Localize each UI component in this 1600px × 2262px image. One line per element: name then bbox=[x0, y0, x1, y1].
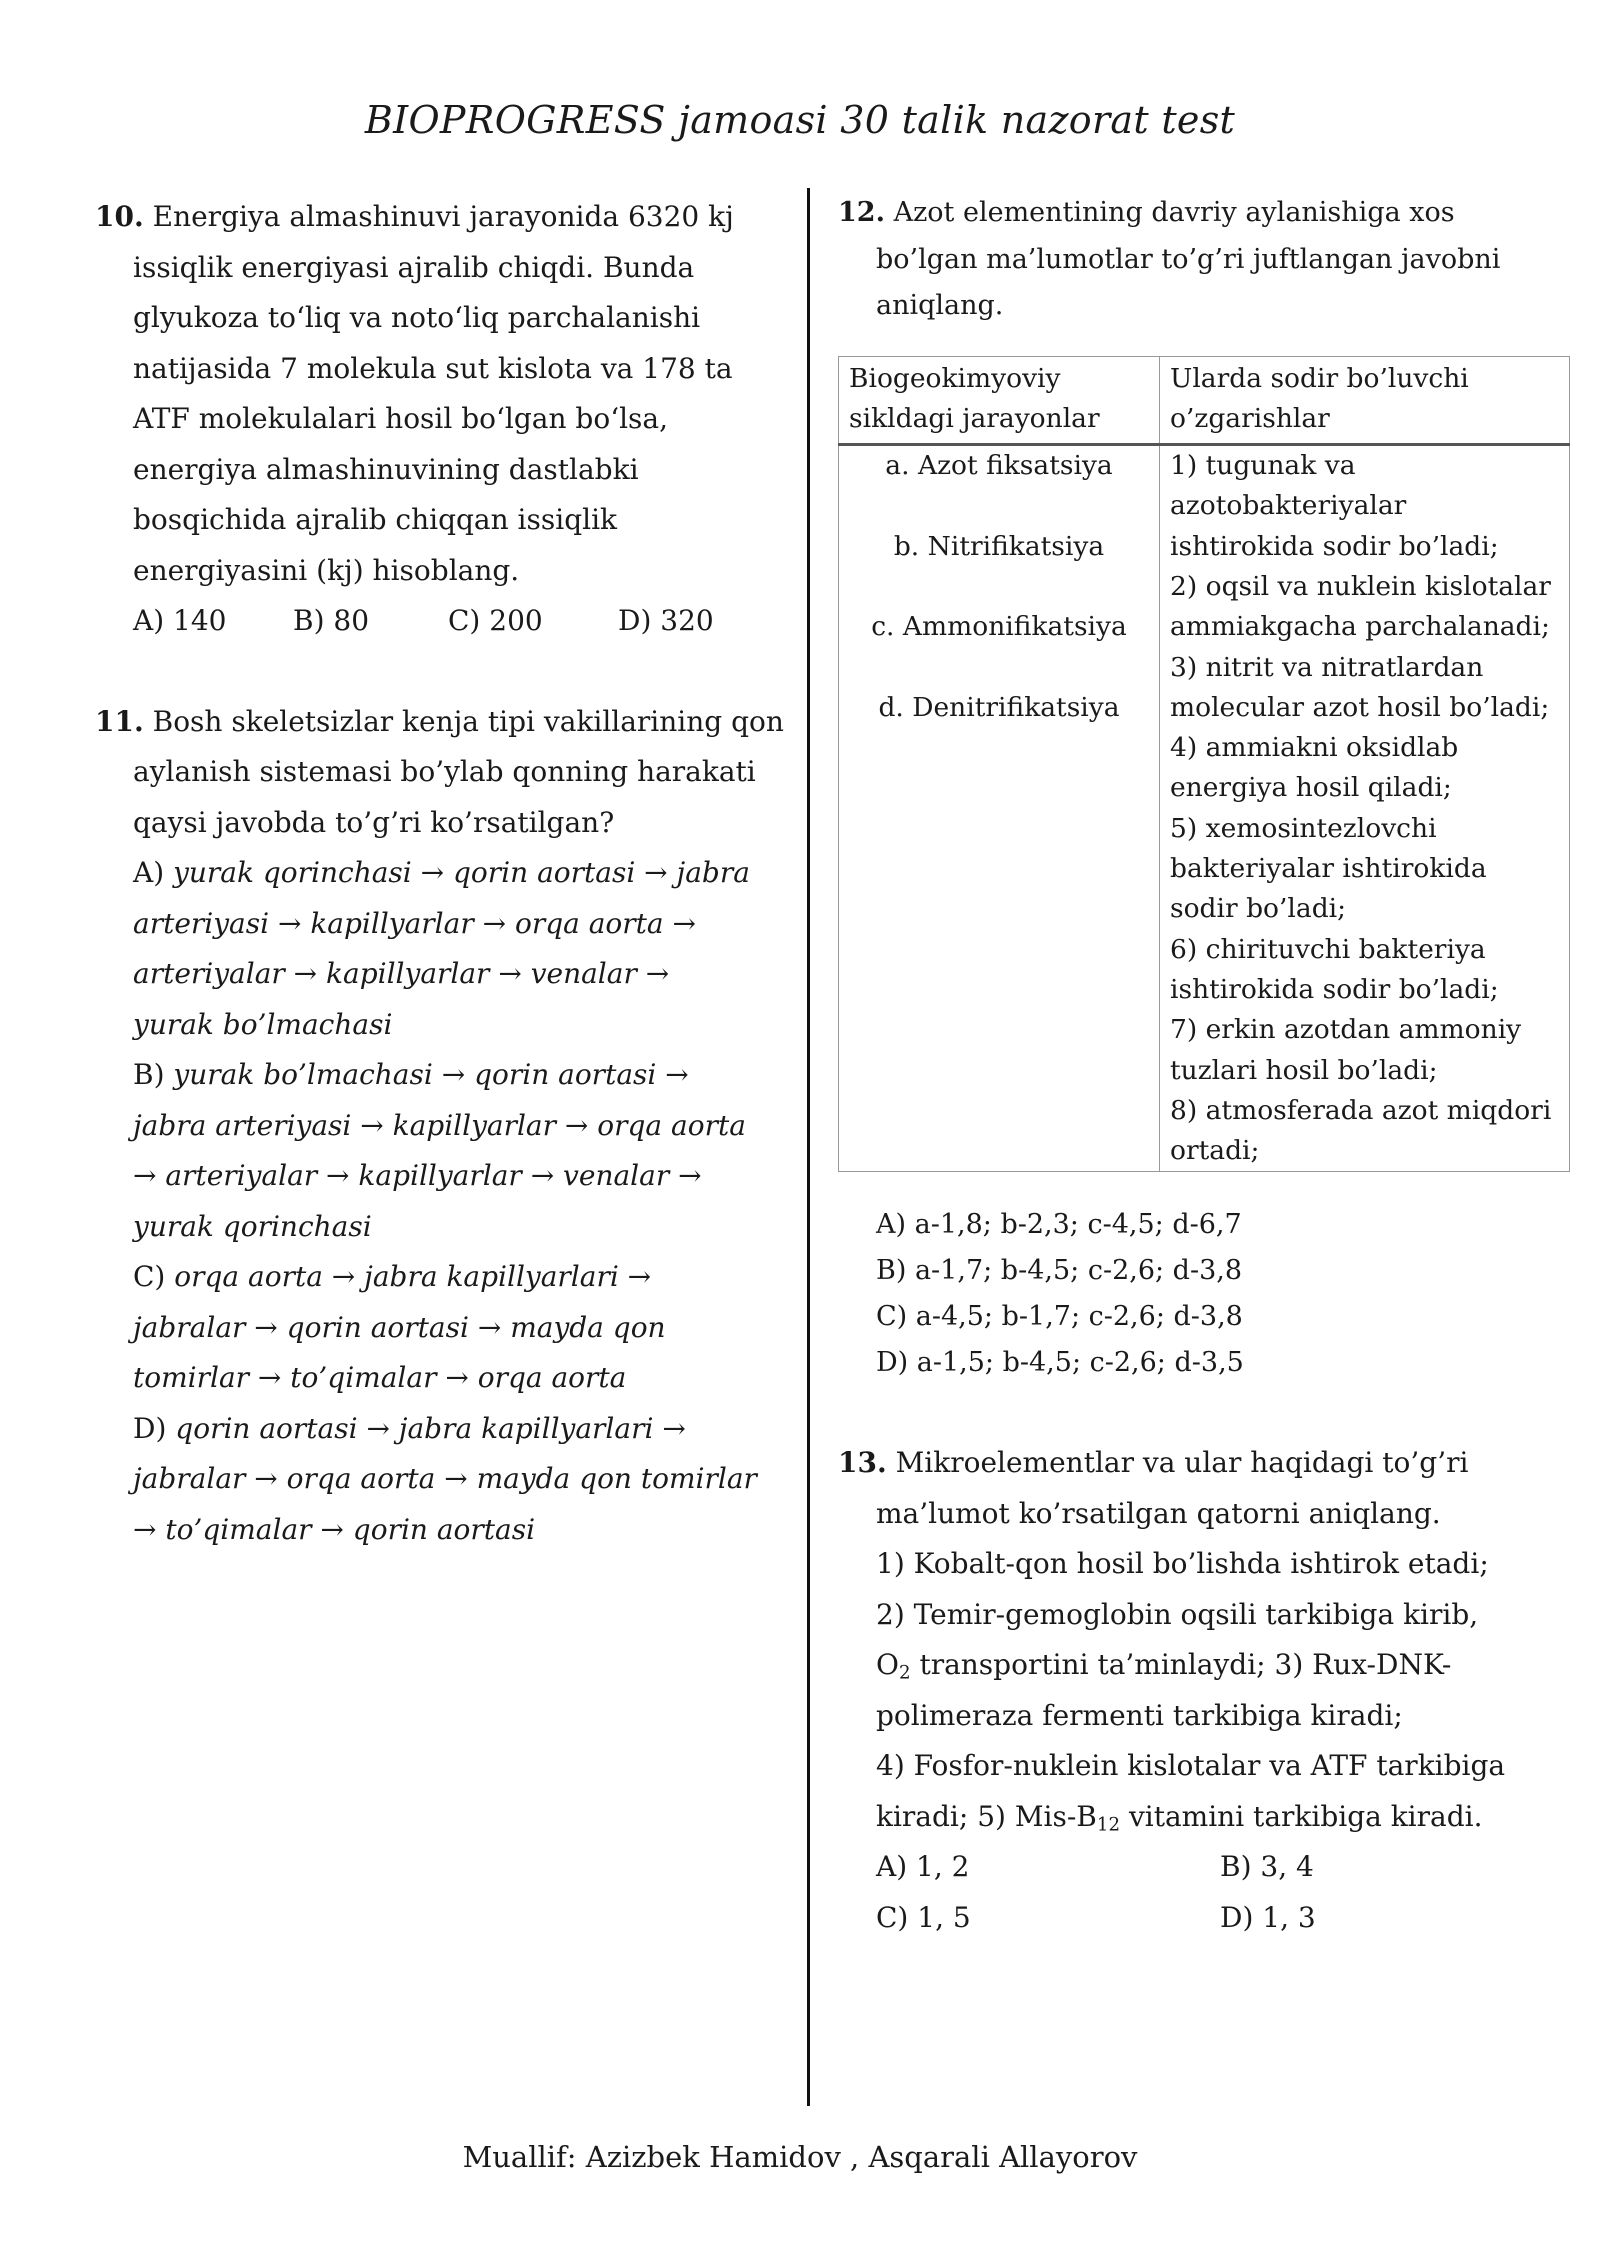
answer-text-line: yurak qorinchasi bbox=[133, 1209, 372, 1243]
header-text: o’zgarishlar bbox=[1170, 402, 1330, 434]
question-text-line: Azot elementining davriy aylanishiga xos bbox=[893, 197, 1455, 228]
question-10 bbox=[95, 192, 785, 647]
question-number: 11. bbox=[95, 704, 144, 738]
option-b: B) 3, 4 bbox=[1220, 1850, 1314, 1884]
question-text-line: energiya almashinuvining dastlabki bbox=[133, 452, 639, 486]
change-line: energiya hosil qiladi; bbox=[1170, 772, 1452, 804]
change-line: 6) chirituvchi bakteriya bbox=[1170, 933, 1486, 965]
option-label: C) bbox=[133, 1260, 166, 1293]
change-line: 1) tugunak va bbox=[1170, 450, 1356, 482]
process-item: a. Azot fiksatsiya bbox=[885, 450, 1113, 482]
question-text-line: Bosh skeletsizlar kenja tipi vakillarining qon bbox=[152, 704, 784, 738]
option-label: B) bbox=[133, 1058, 165, 1091]
option-label: A) bbox=[133, 856, 165, 889]
option-a: A) 1, 2 bbox=[876, 1850, 970, 1884]
question-text-line: bo’lgan ma’lumotlar to’g’ri juftlangan javobni bbox=[876, 243, 1501, 275]
question-text-line: 4) Fosfor-nuklein kislotalar va ATF tarkibiga bbox=[876, 1749, 1506, 1783]
answer-text-line: orqa aorta → jabra kapillyarlari → bbox=[174, 1260, 652, 1293]
process-item: b. Nitrifikatsiya bbox=[893, 530, 1105, 562]
option-d: D) 320 bbox=[618, 604, 714, 637]
header-text: sikldagi jarayonlar bbox=[849, 402, 1100, 434]
answer-text-line: arteriyasi → kapillyarlar → orqa aorta → bbox=[133, 906, 696, 940]
header-text: Ularda sodir bo’luvchi bbox=[1170, 362, 1469, 394]
table-row bbox=[839, 445, 1570, 1172]
left-column bbox=[95, 192, 785, 1555]
question-number: 12. bbox=[838, 197, 885, 228]
question-number: 10. bbox=[95, 200, 144, 233]
question-12 bbox=[838, 190, 1558, 330]
text-fragment: O bbox=[876, 1648, 899, 1682]
answer-a bbox=[95, 848, 785, 899]
answer-options bbox=[95, 596, 785, 647]
process-item: c. Ammonifikatsiya bbox=[871, 611, 1127, 643]
question-text-line: ATF molekulalari hosil bo‘lgan bo‘lsa, bbox=[133, 402, 669, 435]
answer-d bbox=[95, 1404, 785, 1455]
option-b: B) a-1,7; b-4,5; c-2,6; d-3,8 bbox=[876, 1255, 1243, 1287]
change-line: 3) nitrit va nitratlardan bbox=[1170, 651, 1484, 683]
change-line: 7) erkin azotdan ammoniy bbox=[1170, 1014, 1522, 1046]
option-c: C) a-4,5; b-1,7; c-2,6; d-3,8 bbox=[876, 1301, 1243, 1333]
answer-text-line: yurak qorinchasi → qorin aortasi → jabra bbox=[173, 856, 750, 889]
question-number: 13. bbox=[838, 1446, 887, 1480]
answer-text-line: arteriyalar → kapillyarlar → venalar → bbox=[133, 957, 670, 990]
question-text-line: glyukoza to‘liq va noto‘liq parchalanishi bbox=[133, 301, 701, 334]
option-c: C) 200 bbox=[448, 604, 543, 637]
answer-options bbox=[838, 1202, 1558, 1386]
subscript: 12 bbox=[1096, 1814, 1121, 1836]
changes-cell bbox=[1160, 445, 1570, 1172]
text-fragment: vitamini tarkibiga kiradi. bbox=[1120, 1799, 1483, 1833]
text-fragment: transportini ta’minlaydi; 3) Rux-DNK- bbox=[910, 1648, 1452, 1682]
question-text-line: polimeraza fermenti tarkibiga kiradi; bbox=[876, 1698, 1403, 1732]
change-line: 2) oqsil va nuklein kislotalar bbox=[1170, 570, 1551, 602]
table-header-row bbox=[839, 356, 1570, 445]
question-text-line: issiqlik energiyasi ajralib chiqdi. Bunda bbox=[133, 250, 695, 284]
answer-text-line: tomirlar → to’qimalar → orqa aorta bbox=[133, 1361, 627, 1394]
question-text-line: energiyasini (kj) hisoblang. bbox=[133, 553, 520, 587]
text-fragment: kiradi; 5) Mis-B bbox=[876, 1799, 1097, 1833]
question-text-line: Energiya almashinuvi jarayonida 6320 kj bbox=[152, 200, 734, 233]
question-text-line bbox=[838, 1640, 1558, 1691]
answer-text-line: yurak bo’lmachasi → qorin aortasi → bbox=[173, 1058, 689, 1091]
question-text-line: 1) Kobalt-qon hosil bo’lishda ishtirok etadi; bbox=[876, 1547, 1489, 1581]
answer-c bbox=[95, 1252, 785, 1303]
question-text-line: Mikroelementlar va ular haqidagi to’g’ri bbox=[895, 1446, 1469, 1480]
answer-text-line: jabra arteriyasi → kapillyarlar → orqa aorta bbox=[133, 1108, 746, 1142]
question-11 bbox=[95, 697, 785, 1556]
answer-text-line: yurak bo’lmachasi bbox=[133, 1007, 393, 1041]
question-text-line bbox=[838, 1792, 1558, 1843]
option-b: B) 80 bbox=[293, 604, 370, 637]
right-column bbox=[838, 190, 1558, 1943]
answer-text-line: qorin aortasi → jabra kapillyarlari → bbox=[175, 1411, 686, 1445]
change-line: ortadi; bbox=[1170, 1135, 1260, 1167]
change-line: 4) ammiakni oksidlab bbox=[1170, 732, 1459, 764]
option-label: D) bbox=[133, 1411, 167, 1445]
process-cell bbox=[839, 445, 1160, 1172]
answer-text-line: → arteriyalar → kapillyarlar → venalar → bbox=[133, 1159, 702, 1192]
question-text-line: ma’lumot ko’rsatilgan qatorni aniqlang. bbox=[876, 1496, 1441, 1530]
subscript: 2 bbox=[898, 1662, 911, 1684]
change-line: bakteriyalar ishtirokida bbox=[1170, 853, 1487, 885]
answer-text-line: → to’qimalar → qorin aortasi bbox=[133, 1512, 536, 1546]
option-a: A) a-1,8; b-2,3; c-4,5; d-6,7 bbox=[876, 1209, 1242, 1241]
answer-options bbox=[838, 1893, 1558, 1944]
question-text-line: bosqichida ajralib chiqqan issiqlik bbox=[133, 503, 617, 536]
question-text-line: natijasida 7 molekula sut kislota va 178 ta bbox=[133, 351, 733, 385]
process-item: d. Denitrifikatsiya bbox=[878, 691, 1120, 723]
table-header-cell bbox=[1160, 356, 1570, 445]
option-c: C) 1, 5 bbox=[876, 1900, 971, 1934]
author-footer: Muallif: Azizbek Hamidov , Asqarali Allayorov bbox=[462, 2140, 1138, 2174]
answer-text-line: jabralar → orqa aorta → mayda qon tomirlar bbox=[133, 1462, 757, 1495]
question-text-line: qaysi javobda to’g’ri ko’rsatilgan? bbox=[133, 805, 615, 839]
table-header-cell bbox=[839, 356, 1160, 445]
change-line: 5) xemosintezlovchi bbox=[1170, 812, 1437, 844]
answer-options bbox=[838, 1842, 1558, 1893]
option-d: D) a-1,5; b-4,5; c-2,6; d-3,5 bbox=[876, 1347, 1244, 1379]
question-text-line: 2) Temir-gemoglobin oqsili tarkibiga kirib, bbox=[876, 1597, 1479, 1631]
question-text-line: aniqlang. bbox=[876, 290, 1004, 321]
answer-b bbox=[95, 1050, 785, 1101]
column-divider bbox=[807, 188, 810, 2106]
question-text-line: aylanish sistemasi bo’ylab qonning harakati bbox=[133, 755, 756, 788]
option-d: D) 1, 3 bbox=[1220, 1900, 1316, 1934]
change-line: 8) atmosferada azot miqdori bbox=[1170, 1094, 1552, 1126]
change-line: azotobakteriyalar bbox=[1170, 490, 1407, 522]
page-title: BIOPROGRESS jamoasi 30 talik nazorat test bbox=[364, 98, 1236, 142]
option-a: A) 140 bbox=[133, 604, 227, 637]
answer-text-line: jabralar → qorin aortasi → mayda qon bbox=[133, 1310, 666, 1344]
change-line: tuzlari hosil bo’ladi; bbox=[1170, 1054, 1438, 1086]
matching-table bbox=[838, 356, 1570, 1173]
change-line: molecular azot hosil bo’ladi; bbox=[1170, 691, 1550, 723]
header-text: Biogeokimyoviy bbox=[849, 362, 1061, 394]
change-line: ammiakgacha parchalanadi; bbox=[1170, 611, 1550, 643]
change-line: ishtirokida sodir bo’ladi; bbox=[1170, 973, 1499, 1005]
change-line: ishtirokida sodir bo’ladi; bbox=[1170, 530, 1499, 562]
question-13 bbox=[838, 1438, 1558, 1943]
change-line: sodir bo’ladi; bbox=[1170, 893, 1347, 925]
